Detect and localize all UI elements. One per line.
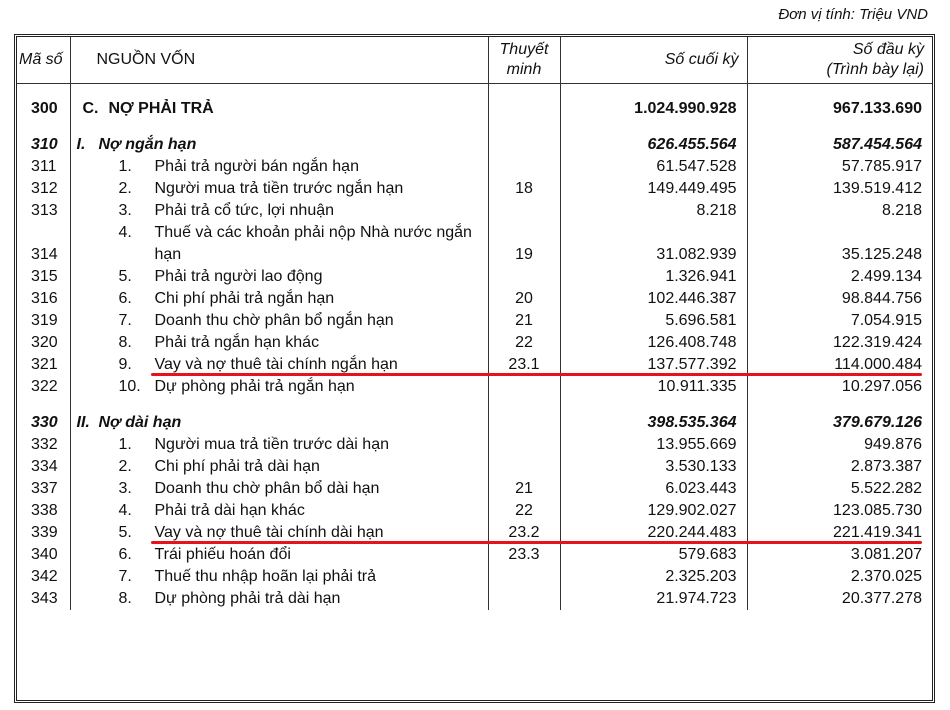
row-text: Trái phiếu hoán đổi	[154, 546, 291, 563]
table-row	[17, 566, 932, 588]
row-label	[71, 588, 488, 610]
row-ma-so: 342	[31, 568, 58, 585]
row-so-cuoi-ky: 149.449.495	[560, 178, 747, 200]
row-index: 6.	[118, 546, 132, 563]
row-thuyet-minh	[488, 434, 560, 456]
row-label	[71, 434, 488, 456]
row-so-cuoi-ky: 10.911.335	[560, 376, 747, 398]
header-so-cuoi-ky: Số cuối kỳ	[560, 37, 747, 84]
unit-note: Đơn vị tính: Triệu VND	[778, 6, 928, 23]
row-thuyet-minh	[488, 456, 560, 478]
row-so-cuoi-ky: 126.408.748	[560, 332, 747, 354]
row-text: Phải trả dài hạn khác	[154, 502, 305, 519]
row-nguon-von	[70, 434, 488, 456]
row-text: Doanh thu chờ phân bổ dài hạn	[154, 480, 380, 497]
row-thuyet-minh: 20	[488, 288, 560, 310]
row-so-dau-ky: 587.454.564	[747, 134, 932, 156]
row-text: Thuế thu nhập hoãn lại phải trả	[154, 568, 376, 585]
row-nguon-von	[70, 478, 488, 500]
table-row	[17, 222, 932, 266]
row-text: Nợ ngắn hạn	[98, 136, 197, 153]
row-index: 3.	[118, 202, 132, 219]
row-text: Vay và nợ thuê tài chính ngắn hạn	[154, 356, 398, 373]
row-so-cuoi-ky: 1.326.941	[560, 266, 747, 288]
row-so-cuoi-ky: 1.024.990.928	[560, 98, 747, 120]
row-nguon-von	[70, 332, 488, 354]
row-ma-so: 340	[31, 546, 58, 563]
row-thuyet-minh: 18	[488, 178, 560, 200]
row-ma-so: 316	[31, 290, 58, 307]
row-label	[71, 156, 488, 178]
row-so-dau-ky: 967.133.690	[747, 98, 932, 120]
row-so-dau-ky: 2.873.387	[747, 456, 932, 478]
row-index: 7.	[118, 568, 132, 585]
row-text: Phải trả ngắn hạn khác	[154, 334, 320, 351]
row-label	[71, 178, 488, 200]
row-text: Vay và nợ thuê tài chính dài hạn	[154, 524, 384, 541]
row-so-cuoi-ky: 2.325.203	[560, 566, 747, 588]
row-text: NỢ PHẢI TRẢ	[108, 100, 214, 117]
row-so-cuoi-ky: 137.577.392	[560, 354, 747, 376]
row-text: Phải trả cổ tức, lợi nhuận	[154, 202, 335, 219]
row-label	[71, 376, 488, 398]
row-thuyet-minh	[488, 200, 560, 222]
row-ma-so: 337	[31, 480, 58, 497]
table-body	[17, 84, 932, 611]
row-index: 4.	[118, 224, 132, 241]
row-nguon-von	[70, 222, 488, 266]
row-so-dau-ky: 8.218	[747, 200, 932, 222]
row-thuyet-minh	[488, 156, 560, 178]
row-thuyet-minh: 21	[488, 310, 560, 332]
row-nguon-von	[70, 310, 488, 332]
row-so-dau-ky: 122.319.424	[747, 332, 932, 354]
row-nguon-von	[70, 544, 488, 566]
row-label	[71, 288, 488, 310]
row-ma-so: 330	[31, 414, 58, 431]
row-label	[71, 412, 488, 434]
row-index: 7.	[118, 312, 132, 329]
row-ma-so: 315	[31, 268, 58, 285]
table-row	[17, 478, 932, 500]
row-so-dau-ky: 3.081.207	[747, 544, 932, 566]
row-ma-so: 300	[31, 100, 58, 117]
row-ma-so: 319	[31, 312, 58, 329]
row-thuyet-minh: 23.3	[488, 544, 560, 566]
row-thuyet-minh: 23.2	[488, 522, 560, 544]
row-text: Người mua trả tiền trước ngắn hạn	[154, 180, 404, 197]
row-so-cuoi-ky: 31.082.939	[560, 222, 747, 266]
row-so-dau-ky: 20.377.278	[747, 588, 932, 610]
highlight-line-long-term-loans	[151, 541, 923, 544]
row-text: Chi phí phải trả ngắn hạn	[154, 290, 335, 307]
row-label	[71, 310, 488, 332]
row-so-dau-ky: 2.499.134	[747, 266, 932, 288]
row-so-cuoi-ky: 61.547.528	[560, 156, 747, 178]
row-nguon-von	[70, 500, 488, 522]
row-nguon-von	[70, 456, 488, 478]
row-index: 5.	[118, 524, 132, 541]
row-text: Chi phí phải trả dài hạn	[154, 458, 320, 475]
header-so-dau-ky	[747, 37, 932, 84]
row-ma-so: 338	[31, 502, 58, 519]
header-nguon-von: NGUỒN VỐN	[70, 37, 488, 84]
row-ma-so: 322	[31, 378, 58, 395]
table-row	[17, 456, 932, 478]
row-so-dau-ky: 379.679.126	[747, 412, 932, 434]
row-so-dau-ky: 2.370.025	[747, 566, 932, 588]
row-ma-so: 314	[31, 246, 58, 263]
table-row	[17, 98, 932, 120]
row-ma-so: 332	[31, 436, 58, 453]
row-nguon-von	[70, 98, 488, 120]
row-so-dau-ky: 10.297.056	[747, 376, 932, 398]
header-so-dau-ky-line2: (Trình bày lại)	[826, 61, 924, 78]
row-so-dau-ky: 35.125.248	[747, 222, 932, 266]
row-label	[71, 478, 488, 500]
table-row	[17, 434, 932, 456]
row-so-dau-ky: 7.054.915	[747, 310, 932, 332]
row-so-cuoi-ky: 579.683	[560, 544, 747, 566]
row-label	[71, 566, 488, 588]
row-index: 2.	[118, 458, 132, 475]
row-index: 4.	[118, 502, 132, 519]
row-ma-so: 339	[31, 524, 58, 541]
row-index: II.	[76, 414, 90, 431]
table-row	[17, 266, 932, 288]
row-index: 8.	[118, 590, 132, 607]
row-index: 8.	[118, 334, 132, 351]
row-so-cuoi-ky: 626.455.564	[560, 134, 747, 156]
row-ma-so: 334	[31, 458, 58, 475]
balance-sheet-frame	[14, 34, 935, 703]
table-row	[17, 500, 932, 522]
table-row	[17, 178, 932, 200]
row-so-cuoi-ky: 6.023.443	[560, 478, 747, 500]
row-text: Dự phòng phải trả dài hạn	[154, 590, 341, 607]
row-so-cuoi-ky: 13.955.669	[560, 434, 747, 456]
row-so-cuoi-ky: 3.530.133	[560, 456, 747, 478]
row-so-dau-ky: 114.000.484	[747, 354, 932, 376]
liabilities-table	[17, 37, 932, 610]
row-so-dau-ky: 139.519.412	[747, 178, 932, 200]
row-ma-so: 311	[31, 158, 57, 175]
row-nguon-von	[70, 376, 488, 398]
row-thuyet-minh: 19	[488, 222, 560, 266]
table-row	[17, 588, 932, 610]
row-thuyet-minh	[488, 98, 560, 120]
row-text: Nợ dài hạn	[98, 414, 182, 431]
row-label	[71, 332, 488, 354]
row-so-cuoi-ky: 21.974.723	[560, 588, 747, 610]
row-index: 5.	[118, 268, 132, 285]
table-row	[17, 544, 932, 566]
table-header-row	[17, 37, 932, 84]
row-nguon-von	[70, 288, 488, 310]
row-index: C.	[82, 100, 99, 117]
row-text: Người mua trả tiền trước dài hạn	[154, 436, 389, 453]
table-row	[17, 156, 932, 178]
row-label	[71, 98, 488, 120]
row-text: Doanh thu chờ phân bổ ngắn hạn	[154, 312, 394, 329]
row-thuyet-minh	[488, 266, 560, 288]
row-ma-so: 310	[31, 136, 58, 153]
row-text: Phải trả người bán ngắn hạn	[154, 158, 359, 175]
table-row	[17, 310, 932, 332]
row-ma-so: 320	[31, 334, 58, 351]
table-row	[17, 200, 932, 222]
row-so-cuoi-ky: 129.902.027	[560, 500, 747, 522]
row-label	[71, 500, 488, 522]
row-so-dau-ky: 98.844.756	[747, 288, 932, 310]
row-nguon-von	[70, 156, 488, 178]
row-index: 10.	[118, 378, 141, 395]
row-thuyet-minh	[488, 134, 560, 156]
row-nguon-von	[70, 588, 488, 610]
table-row	[17, 332, 932, 354]
row-so-dau-ky: 123.085.730	[747, 500, 932, 522]
table-row	[17, 134, 932, 156]
row-index: 1.	[118, 158, 132, 175]
row-nguon-von	[70, 134, 488, 156]
row-text: Dự phòng phải trả ngắn hạn	[154, 378, 355, 395]
table-row	[17, 412, 932, 434]
row-label	[71, 266, 488, 288]
table-row	[17, 376, 932, 398]
row-thuyet-minh	[488, 566, 560, 588]
row-ma-so: 313	[31, 202, 58, 219]
row-so-dau-ky: 5.522.282	[747, 478, 932, 500]
row-label	[71, 544, 488, 566]
row-index: 9.	[118, 356, 132, 373]
row-label	[71, 200, 488, 222]
highlight-line-short-term-loans	[151, 373, 923, 376]
row-index: I.	[76, 136, 86, 153]
row-index: 2.	[118, 180, 132, 197]
row-index: 6.	[118, 290, 132, 307]
row-label	[71, 456, 488, 478]
row-index: 3.	[118, 480, 132, 497]
row-thuyet-minh	[488, 588, 560, 610]
row-label	[71, 222, 488, 266]
table-row	[17, 288, 932, 310]
row-index: 1.	[118, 436, 132, 453]
row-so-dau-ky: 221.419.341	[747, 522, 932, 544]
row-nguon-von	[70, 566, 488, 588]
row-text: Thuế và các khoản phải nộp Nhà nước ngắn hạn	[154, 224, 472, 263]
row-text: Phải trả người lao động	[154, 268, 323, 285]
row-label	[71, 134, 488, 156]
row-thuyet-minh	[488, 376, 560, 398]
row-thuyet-minh: 22	[488, 332, 560, 354]
row-thuyet-minh: 23.1	[488, 354, 560, 376]
row-so-cuoi-ky: 102.446.387	[560, 288, 747, 310]
row-nguon-von	[70, 412, 488, 434]
header-thuyet-minh-line2: minh	[506, 61, 542, 78]
row-ma-so: 312	[31, 180, 58, 197]
header-ma-so: Mã số	[17, 37, 70, 84]
row-so-cuoi-ky: 220.244.483	[560, 522, 747, 544]
header-thuyet-minh	[488, 37, 560, 84]
row-ma-so: 321	[31, 356, 58, 373]
row-so-cuoi-ky: 398.535.364	[560, 412, 747, 434]
row-thuyet-minh: 21	[488, 478, 560, 500]
row-so-cuoi-ky: 8.218	[560, 200, 747, 222]
row-ma-so: 343	[31, 590, 58, 607]
row-nguon-von	[70, 178, 488, 200]
row-nguon-von	[70, 200, 488, 222]
row-so-cuoi-ky: 5.696.581	[560, 310, 747, 332]
header-thuyet-minh-line1: Thuyết	[499, 41, 549, 58]
row-thuyet-minh: 22	[488, 500, 560, 522]
header-so-dau-ky-line1: Số đầu kỳ	[852, 41, 924, 58]
row-so-dau-ky: 949.876	[747, 434, 932, 456]
row-so-dau-ky: 57.785.917	[747, 156, 932, 178]
row-nguon-von	[70, 266, 488, 288]
row-thuyet-minh	[488, 412, 560, 434]
